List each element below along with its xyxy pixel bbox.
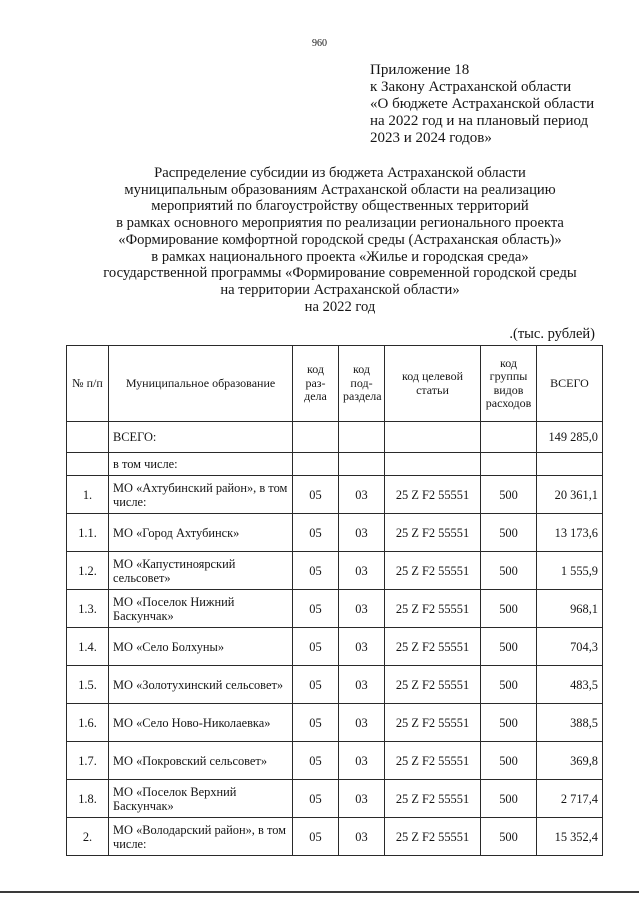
row-section: 05 [293,666,339,704]
row-section: 05 [293,552,339,590]
table-row [67,476,603,514]
row-num: 1.4. [67,628,109,666]
document-heading [0,165,639,315]
row-num: 1.2. [67,552,109,590]
row-target: 25 Z F2 55551 [385,704,481,742]
heading-line: мероприятий по благоустройству общественных территорий [151,198,529,215]
row-expense: 500 [481,552,537,590]
row-num: 1.3. [67,590,109,628]
row-expense: 500 [481,742,537,780]
table-row [67,628,603,666]
heading-line: в рамках национального проекта «Жилье и городская среда» [151,248,529,265]
table-row [67,514,603,552]
summary-total: 149 285,0 [537,422,603,453]
heading-line: Распределение субсидии из бюджета Астраханской области [154,165,526,181]
row-target: 25 Z F2 55551 [385,742,481,780]
table-cell [339,422,385,453]
row-total: 483,5 [537,666,603,704]
appendix-line: на 2022 год и на плановый период [370,113,589,129]
row-section: 05 [293,476,339,514]
row-section: 05 [293,818,339,856]
appendix-line: «О бюджете Астраханской области [370,96,595,112]
header-section: код раз- дела [293,346,339,422]
table-cell [293,422,339,453]
row-total: 369,8 [537,742,603,780]
row-target: 25 Z F2 55551 [385,476,481,514]
row-expense: 500 [481,628,537,666]
heading-line: в рамках основного мероприятия по реализации регионального проекта [116,215,564,232]
row-expense: 500 [481,780,537,818]
row-section: 05 [293,742,339,780]
table-cell [537,453,603,476]
appendix-line: Приложение 18 [370,62,470,78]
row-num: 1.7. [67,742,109,780]
table-cell [339,453,385,476]
row-subsection: 03 [339,704,385,742]
row-name: МО «Село Болхуны» [109,628,293,666]
row-target: 25 Z F2 55551 [385,780,481,818]
row-total: 2 717,4 [537,780,603,818]
row-num: 1. [67,476,109,514]
row-section: 05 [293,514,339,552]
row-name: МО «Поселок Верхний Баскунчак» [109,780,293,818]
appendix-block [370,62,635,147]
row-total: 388,5 [537,704,603,742]
units-label: .(тыс. рублей) [509,326,595,342]
row-subsection: 03 [339,552,385,590]
row-expense: 500 [481,666,537,704]
table-cell [67,453,109,476]
subtotal-label: в том числе: [109,453,293,476]
row-expense: 500 [481,704,537,742]
subsidy-table [66,345,603,856]
header-num: № п/п [67,346,109,422]
summary-row [67,422,603,453]
table-row [67,704,603,742]
table-header-row [67,346,603,422]
row-name: МО «Город Ахтубинск» [109,514,293,552]
row-total: 968,1 [537,590,603,628]
summary-label: ВСЕГО: [109,422,293,453]
table-cell [67,422,109,453]
header-name: Муниципальное образование [109,346,293,422]
row-total: 1 555,9 [537,552,603,590]
header-total: ВСЕГО [537,346,603,422]
row-total: 704,3 [537,628,603,666]
header-expense: код группы видов расходов [481,346,537,422]
row-subsection: 03 [339,780,385,818]
row-expense: 500 [481,514,537,552]
table-cell [385,453,481,476]
row-num: 1.8. [67,780,109,818]
table-row [67,666,603,704]
row-name: МО «Поселок Нижний Баскунчак» [109,590,293,628]
row-num: 1.6. [67,704,109,742]
header-subsection: код под- раздела [339,346,385,422]
appendix-line: 2023 и 2024 годов» [370,130,492,146]
heading-line: государственной программы «Формирование современной городской среды [103,265,577,282]
table-row [67,742,603,780]
row-target: 25 Z F2 55551 [385,818,481,856]
heading-line: муниципальным образованиям Астраханской области на реализацию [124,181,556,198]
row-target: 25 Z F2 55551 [385,590,481,628]
table-cell [481,453,537,476]
row-num: 1.1. [67,514,109,552]
row-subsection: 03 [339,514,385,552]
row-expense: 500 [481,818,537,856]
row-subsection: 03 [339,742,385,780]
row-total: 15 352,4 [537,818,603,856]
subtotal-row [67,453,603,476]
heading-line: на 2022 год [304,298,376,315]
row-section: 05 [293,590,339,628]
row-name: МО «Ахтубинский район», в том числе: [109,476,293,514]
row-target: 25 Z F2 55551 [385,552,481,590]
row-num: 2. [67,818,109,856]
row-section: 05 [293,704,339,742]
row-name: МО «Покровский сельсовет» [109,742,293,780]
row-total: 13 173,6 [537,514,603,552]
row-total: 20 361,1 [537,476,603,514]
bottom-border [0,891,639,893]
heading-line: на территории Астраханской области» [220,281,460,298]
row-subsection: 03 [339,590,385,628]
header-target: код целевой статьи [385,346,481,422]
table-cell [481,422,537,453]
row-name: МО «Володарский район», в том числе: [109,818,293,856]
table-cell [293,453,339,476]
row-expense: 500 [481,476,537,514]
row-target: 25 Z F2 55551 [385,628,481,666]
heading-line: «Формирование комфортной городской среды (Астраханская область)» [118,231,562,248]
table-row [67,818,603,856]
table-row [67,552,603,590]
row-name: МО «Капустиноярский сельсовет» [109,552,293,590]
row-target: 25 Z F2 55551 [385,666,481,704]
table-row [67,590,603,628]
row-subsection: 03 [339,666,385,704]
table-cell [385,422,481,453]
row-subsection: 03 [339,476,385,514]
table-row [67,780,603,818]
row-section: 05 [293,628,339,666]
appendix-line: к Закону Астраханской области [370,79,572,95]
row-expense: 500 [481,590,537,628]
row-num: 1.5. [67,666,109,704]
row-name: МО «Село Ново-Николаевка» [109,704,293,742]
row-target: 25 Z F2 55551 [385,514,481,552]
row-subsection: 03 [339,628,385,666]
row-subsection: 03 [339,818,385,856]
row-section: 05 [293,780,339,818]
page-number: 960 [312,38,327,49]
row-name: МО «Золотухинский сельсовет» [109,666,293,704]
